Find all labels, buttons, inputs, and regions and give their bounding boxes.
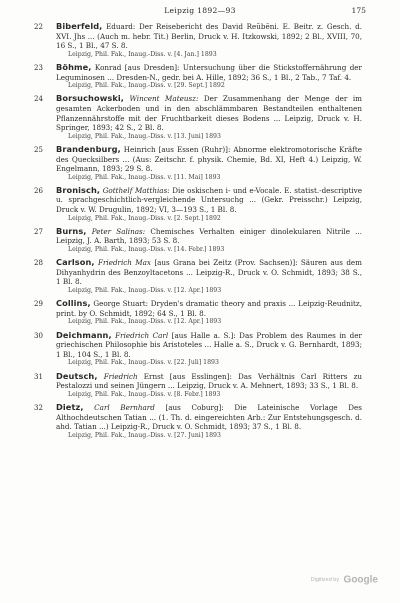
entry-number: 32 bbox=[34, 403, 43, 412]
dissertation-note: Leipzig, Phil. Fak., Inaug.-Diss. v. [13. Juni] 1893 bbox=[68, 132, 221, 140]
entry-body bbox=[56, 63, 362, 82]
page-number: 175 bbox=[351, 6, 366, 15]
entry-citation: Der Zusammenhang der Menge der im gesamten Ackerboden und in den abschlämmbaren Bestandteilen enthaltenen Pflanzennährstoffe mit der Fruchtbarkeit dieses Bodens ... Leipzig, Druck v. H. Springer, 1893; 42 S., 2 Bl. 8. bbox=[56, 94, 362, 133]
author-surname: Burns, bbox=[56, 225, 87, 236]
list-item bbox=[34, 403, 362, 440]
author-given-name: Konrad bbox=[94, 62, 122, 72]
dissertation-note: Leipzig, Phil. Fak., Inaug.-Diss. v. [8. Febr.] 1893 bbox=[68, 390, 221, 398]
entry-citation: [aus Grana bei Zeitz (Prov. Sachsen)]: Säuren aus dem Dihyanhydrin des Benzoyltacetons ... Leipzig-R., Druck v. O. Schmidt, 1893; 38 S., 1 Bl. 8. bbox=[56, 258, 362, 287]
author-given-name: Friedrich bbox=[103, 371, 138, 381]
entry-body bbox=[56, 145, 362, 174]
dissertation-note: Leipzig, Phil. Fak., Inaug.-Diss. v. [22. Juli] 1893 bbox=[68, 359, 219, 367]
running-head bbox=[0, 6, 400, 20]
list-item bbox=[34, 372, 362, 400]
entry-number: 29 bbox=[34, 300, 43, 309]
watermark bbox=[311, 571, 378, 589]
author-surname: Carlson, bbox=[56, 257, 95, 268]
author-given-name: Friedrich Carl bbox=[115, 330, 169, 340]
entry-body bbox=[56, 22, 362, 51]
dissertation-note: Leipzig, Phil. Fak., Inaug.-Diss. v. [4. Jan.] 1893 bbox=[68, 50, 217, 58]
author-given-name: Carl Bernhard bbox=[94, 402, 155, 412]
entry-number: 24 bbox=[34, 95, 43, 104]
entry-number: 28 bbox=[34, 259, 43, 268]
list-item bbox=[34, 94, 362, 141]
list-item bbox=[34, 63, 362, 91]
entry-body bbox=[56, 299, 362, 318]
watermark-prefix: Digitized by bbox=[310, 576, 340, 583]
author-given-name: Friedrich Max bbox=[97, 258, 151, 268]
author-surname: Brandenburg, bbox=[56, 143, 121, 154]
entry-number: 22 bbox=[34, 23, 43, 31]
list-item bbox=[34, 331, 362, 368]
author-given-name: Eduard: bbox=[106, 22, 136, 31]
dissertation-note: Leipzig, Phil. Fak., Inaug.-Diss. v. [14. Febr.] 1893 bbox=[68, 246, 225, 254]
entry-citation: Die oskischen i- und e-Vocale. E. statist.-descriptive u. sprachgeschichtlich-vergleichende Untersuchg ... (Gekr. Preisschr.) Leipzig, Druck v. W. Drugulin, 1892; VI, 3—193 S., 1 Bl. 8. bbox=[56, 185, 362, 215]
entry-citation: Der Reisebericht des David Reŭbēni. E. Beitr. z. Gesch. d. XVI. Jhs ... (Auch m. hebr. Tit.) Berlin, Druck v. H. Itzkowski, 1892; 2 Bl., XVIII, 70, 16 S., 1 Bl., 47 S. 8. bbox=[56, 22, 362, 51]
entry-body bbox=[56, 403, 362, 432]
list-item bbox=[34, 186, 362, 223]
author-given-name: Heinrich bbox=[123, 144, 156, 154]
entry-number: 30 bbox=[34, 331, 43, 340]
entry-citation: [aus Halle a. S.]: Das Problem des Raumes in der griechischen Philosophie bis Aristoteles ... Halle a. S., Druck v. G. Bernhardt, 1893; 1 Bl., 104 S., 1 Bl. 8. bbox=[56, 330, 362, 359]
author-surname: Deichmann, bbox=[56, 329, 112, 340]
author-given-name: Peter Salinas: bbox=[91, 226, 146, 236]
dissertation-note: Leipzig, Phil. Fak., Inaug.-Diss. v. [29. Sept.] 1892 bbox=[68, 82, 225, 90]
entry-number: 27 bbox=[34, 227, 43, 236]
entry-body bbox=[56, 186, 362, 215]
list-item bbox=[34, 145, 362, 182]
author-surname: Bronisch, bbox=[56, 184, 101, 195]
author-surname: Collins, bbox=[56, 298, 91, 309]
entry-number: 31 bbox=[34, 372, 43, 381]
author-given-name: George Stuart: bbox=[93, 299, 149, 309]
author-surname: Böhme, bbox=[56, 61, 92, 72]
dissertation-list bbox=[34, 22, 362, 444]
entry-body bbox=[56, 258, 362, 287]
dissertation-note: Leipzig, Phil. Fak., Inaug.-Diss. v. [12. Apr.] 1893 bbox=[68, 318, 222, 326]
dissertation-note: Leipzig, Phil. Fak., Inaug.-Diss. v. [11. Mai] 1893 bbox=[68, 173, 221, 181]
entry-citation: Chemisches Verhalten einiger dinolekularen Nitrile ... Leipzig, J. A. Barth, 1893; 53 S. 8. bbox=[56, 226, 362, 246]
list-item bbox=[34, 227, 362, 255]
author-given-name: Gotthelf Matthias: bbox=[102, 185, 170, 195]
list-item bbox=[34, 258, 362, 295]
running-head-title: Leipzig 1892—93 bbox=[164, 6, 236, 15]
entry-citation: [aus Essen (Ruhr)]: Abnorme elektromotorische Kräfte des Quecksilbers ... (Aus: Zeitschr. f. physik. Chemie, Bd. XI, Heft 4.) Leipzig, W. Engelmann, 1893; 29 S. 8. bbox=[56, 144, 362, 174]
entry-number: 25 bbox=[34, 145, 43, 154]
entry-body bbox=[56, 372, 362, 391]
author-surname: Dietz, bbox=[56, 401, 84, 412]
list-item bbox=[34, 299, 362, 327]
entry-body bbox=[56, 227, 362, 246]
entry-number: 26 bbox=[34, 186, 43, 195]
dissertation-note: Leipzig, Phil. Fak., Inaug.-Diss. v. [12. Apr.] 1893 bbox=[68, 287, 222, 294]
entry-citation: Ernst [aus Esslingen]: Das Verhältnis Carl Ritters zu Pestalozzi und seinen Jüngern ... Leipzig, Druck v. A. Mehnert, 1893; 33 S., 1 Bl. 8. bbox=[56, 371, 362, 391]
entry-citation: [aus Coburg]: Die Lateinische Vorlage Des Althochdeutschen Tatian ... (1. Th. d. eingereichten Arb.: Zur Entstehungsgesch. d. ahd. Tatian ...) Leipzig-R., Druck v. O. Schmidt, 1893; 37 S., 1 Bl. 8. bbox=[56, 402, 362, 432]
author-surname: Biberfeld, bbox=[56, 21, 103, 31]
author-surname: Borsuchowski, bbox=[56, 93, 125, 104]
entry-body bbox=[56, 331, 362, 360]
author-surname: Deutsch, bbox=[56, 370, 98, 381]
author-given-name: Wincent Mateusz: bbox=[129, 94, 199, 104]
entry-citation: Dryden's dramatic theory and praxis ... Leipzig-Reudnitz, print. by O. Schmidt, 1892; 64 S., 1 Bl. 8. bbox=[56, 299, 362, 318]
entry-number: 23 bbox=[34, 63, 43, 72]
entry-body bbox=[56, 94, 362, 132]
dissertation-note: Leipzig, Phil. Fak., Inaug.-Diss. v. [27. Juni] 1893 bbox=[68, 431, 221, 439]
dissertation-note: Leipzig, Phil. Fak., Inaug.-Diss. v. [2. Sept.] 1892 bbox=[68, 214, 221, 222]
entry-citation: [aus Dresden]: Untersuchung über die Stickstoffernährung der Leguminosen ... Dresden-N., gedr. bei A. Hille, 1892; 36 S., 1 Bl., 2 Tab., 7 Taf. 4. bbox=[56, 62, 362, 82]
google-logo: Google bbox=[343, 574, 378, 586]
list-item bbox=[34, 22, 362, 59]
